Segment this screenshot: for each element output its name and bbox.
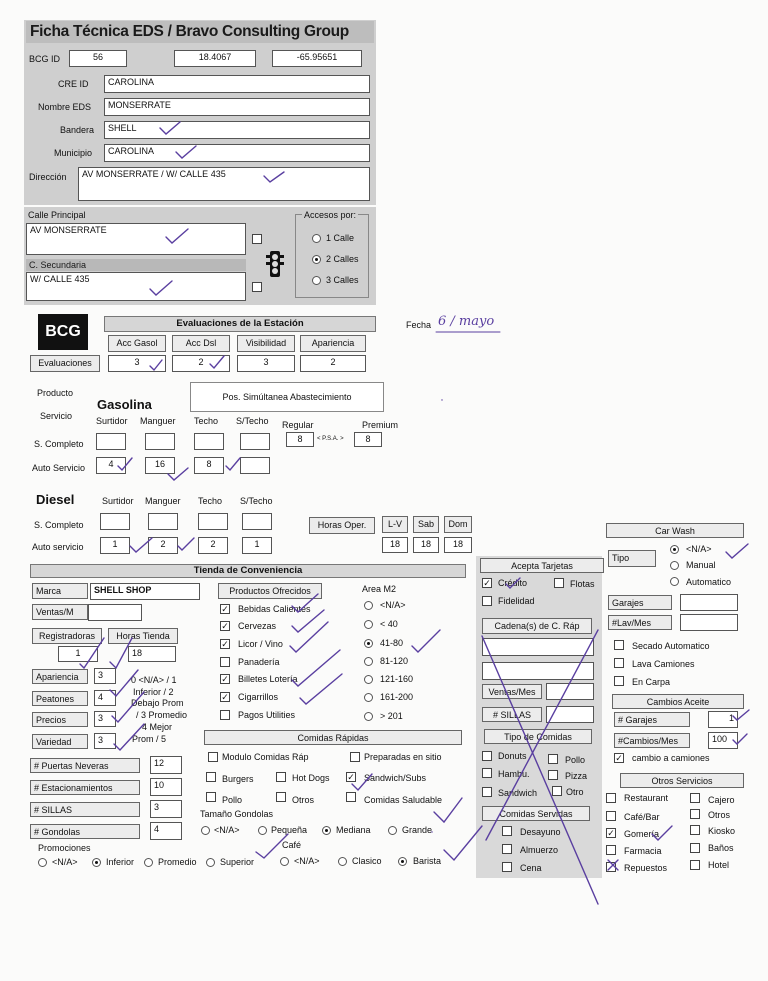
gas-as-stecho[interactable] [240, 457, 270, 474]
promo-na-radio[interactable] [38, 858, 47, 867]
scale-6: Prom / 5 [132, 734, 167, 744]
modulo-comidas-checkbox[interactable] [208, 752, 218, 762]
carwash-tipo-label: Tipo [608, 550, 656, 567]
dsl-stecho-header: S/Techo [240, 496, 273, 506]
carwash-auto-radio[interactable] [670, 577, 679, 586]
tam-grande-radio[interactable] [388, 826, 397, 835]
peatones-field[interactable]: 4 [94, 690, 116, 706]
dsl-sc-stecho[interactable] [242, 513, 272, 530]
otros-comidas-label: Otros [292, 795, 315, 805]
area-label: Area M2 [362, 584, 397, 594]
prod-licor-label: Licor / Vino [238, 639, 283, 649]
direccion-field[interactable]: AV MONSERRATE / W/ CALLE 435 [78, 167, 370, 201]
scale-3: Debajo Prom [131, 698, 184, 708]
visibilidad-field[interactable]: 3 [237, 355, 295, 372]
gas-techo-header: Techo [194, 416, 219, 426]
lav-mes-field[interactable] [680, 614, 738, 631]
tienda-title: Tienda de Conveniencia [30, 564, 466, 578]
carwash-garajes-field[interactable] [680, 594, 738, 611]
acc-dsl-header: Acc Dsl [172, 335, 230, 352]
c-secundaria-field[interactable]: W/ CALLE 435 [26, 272, 246, 301]
calle-principal-field[interactable]: AV MONSERRATE [26, 223, 246, 255]
flotas-label: Flotas [570, 579, 595, 589]
comidas-servidas-title: Comidas Servidas [482, 806, 590, 821]
cadena-field-2[interactable] [482, 662, 594, 680]
cadena-sillas-field[interactable] [546, 706, 594, 723]
gas-as-manguer[interactable]: 16 [145, 457, 175, 474]
municipio-field[interactable]: CAROLINA [104, 144, 370, 162]
saludable-checkbox[interactable] [346, 792, 356, 802]
tam-grande-label: Grande [402, 825, 433, 835]
carwash-na-label: <N/A> [686, 544, 712, 554]
area-121-160-label: 121-160 [380, 674, 414, 684]
area-40-label: < 40 [380, 619, 398, 629]
gasolina-title: Gasolina [97, 397, 152, 412]
area-161-200-radio[interactable] [364, 693, 373, 702]
producto-label: Producto [37, 388, 74, 398]
otros-servicios-title: Otros Servicios [620, 773, 744, 788]
area-201-label: > 201 [380, 711, 403, 721]
farmacia-label: Farmacia [624, 846, 662, 856]
accesos-3-label: 3 Calles [326, 275, 359, 285]
c-secundaria-light-checkbox[interactable] [252, 282, 262, 292]
estacionamientos-field[interactable]: 10 [150, 778, 182, 796]
dom-header: Dom [444, 516, 472, 533]
farmacia-checkbox[interactable] [606, 845, 616, 855]
cafe-na-radio[interactable] [280, 857, 289, 866]
promo-inferior-radio[interactable] [92, 858, 101, 867]
cadena-field-1[interactable] [482, 638, 594, 656]
promo-superior-radio[interactable] [206, 858, 215, 867]
scale-1: 0 <N/A> / 1 [131, 675, 177, 685]
calle-principal-label: Calle Principal [28, 210, 86, 220]
area-41-80-radio[interactable] [364, 639, 373, 648]
pollo-label: Pollo [222, 795, 243, 805]
peatones-label: Peatones [32, 691, 88, 706]
c-secundaria-label: C. Secundaria [26, 259, 246, 271]
sandwich-cr-checkbox[interactable] [482, 787, 492, 797]
variedad-label: Variedad [32, 734, 88, 749]
aceite-garajes-field[interactable]: 1 [708, 711, 738, 728]
regular-label: Regular [282, 420, 314, 430]
desayuno-checkbox[interactable] [502, 826, 512, 836]
cafe-bar-label: Café/Bar [624, 812, 660, 822]
modulo-comidas-label: Modulo Comidas Ráp [222, 752, 309, 762]
gomeria-checkbox[interactable]: ✓ [607, 828, 615, 838]
gas-scompleto-label: S. Completo [34, 439, 84, 449]
carwash-auto-label: Automatico [686, 577, 732, 587]
accesos-label: Accesos por: [304, 210, 357, 220]
registradoras-field[interactable]: 1 [58, 646, 98, 662]
carwash-garajes-label: Garajes [608, 595, 672, 610]
visibilidad-header: Visibilidad [237, 335, 295, 352]
servicio-label: Servicio [40, 411, 73, 421]
prod-loteria-label: Billetes Lotería [238, 674, 298, 684]
saludable-label: Comidas Saludable [364, 795, 443, 805]
cre-id-field[interactable]: CAROLINA [104, 75, 370, 93]
cajero-label: Cajero [708, 795, 735, 805]
prod-utilities-checkbox[interactable] [220, 710, 230, 720]
marca-field[interactable]: SHELL SHOP [90, 583, 200, 600]
traffic-light-icon [265, 250, 285, 278]
tienda-apariencia-label: Apariencia [32, 669, 88, 684]
area-na-label: <N/A> [380, 600, 406, 610]
cambio-camiones-label: cambio a camiones [632, 753, 710, 763]
cambios-aceite-title: Cambios Aceite [612, 694, 744, 709]
cambios-mes-field[interactable]: 100 [708, 732, 738, 749]
dom-field[interactable]: 18 [444, 537, 472, 553]
secado-checkbox[interactable] [614, 640, 624, 650]
area-na-radio[interactable] [364, 601, 373, 610]
pollo-checkbox[interactable] [206, 792, 216, 802]
prod-utilities-label: Pagos Utilities [238, 710, 296, 720]
pollo-cr-checkbox[interactable] [548, 754, 558, 764]
dsl-surtidor-header: Surtidor [102, 496, 134, 506]
pizza-label: Pizza [565, 771, 588, 781]
flotas-checkbox[interactable] [554, 578, 564, 588]
carpa-checkbox[interactable] [614, 676, 624, 686]
cadena-ventas-field[interactable] [546, 683, 594, 700]
gas-manguer-header: Manguer [140, 416, 176, 426]
area-40-radio[interactable] [364, 620, 373, 629]
fecha-label: Fecha [406, 320, 432, 330]
hamburguesa-label: Hambu. [498, 769, 530, 779]
cambio-camiones-checkbox[interactable]: ✓ [615, 753, 623, 763]
puertas-field[interactable]: 12 [150, 756, 182, 774]
variedad-field[interactable]: 3 [94, 733, 116, 749]
precios-label: Precios [32, 712, 88, 727]
promo-superior-label: Superior [220, 857, 255, 867]
area-201-radio[interactable] [364, 712, 373, 721]
sandwich-cr-label: Sandwich [498, 788, 538, 798]
gas-sc-techo[interactable] [194, 433, 224, 450]
registradoras-label: Registradoras [32, 628, 102, 644]
hotel-checkbox[interactable] [690, 860, 700, 870]
horas-oper-label: Horas Oper. [309, 517, 375, 534]
direccion-label: Dirección [29, 172, 67, 182]
page-title: Ficha Técnica EDS / Bravo Consulting Group [26, 21, 374, 43]
carpa-label: En Carpa [632, 677, 671, 687]
dsl-sc-manguer[interactable] [148, 513, 178, 530]
acc-dsl-field[interactable]: 2 [172, 355, 230, 372]
secado-label: Secado Automatico [632, 641, 710, 651]
prod-panaderia-label: Panadería [238, 657, 280, 667]
acc-gasol-header: Acc Gasol [108, 335, 166, 352]
gas-as-techo[interactable]: 8 [194, 457, 224, 474]
cafe-bar-checkbox[interactable] [606, 811, 616, 821]
municipio-label: Municipio [54, 148, 93, 158]
cadena-label: Cadena(s) de C. Ráp [482, 618, 592, 634]
horas-tienda-field[interactable]: 18 [128, 646, 176, 662]
cafe-barista-radio[interactable] [398, 857, 407, 866]
burgers-label: Burgers [222, 774, 254, 784]
repuestos-label: Repuestos [624, 863, 668, 873]
otro-cr-label: Otro [566, 787, 584, 797]
promociones-label: Promociones [38, 843, 91, 853]
tam-na-radio[interactable] [201, 826, 210, 835]
promo-na-label: <N/A> [52, 857, 78, 867]
credito-checkbox[interactable]: ✓ [483, 578, 491, 588]
bcg-id-field[interactable]: 56 [69, 50, 127, 67]
dsl-as-techo[interactable]: 2 [198, 537, 228, 554]
cambios-mes-label: #Cambios/Mes [614, 733, 690, 748]
prod-licor-checkbox[interactable]: ✓ [221, 639, 229, 649]
nombre-label: Nombre EDS [38, 102, 92, 112]
cadena-ventas-label: Ventas/Mes [482, 684, 542, 699]
gas-sc-stecho[interactable] [240, 433, 270, 450]
area-81-120-label: 81-120 [380, 656, 409, 666]
bcg-id-label: BCG ID [29, 54, 61, 64]
kiosko-label: Kiosko [708, 826, 736, 836]
hotdogs-checkbox[interactable] [276, 772, 286, 782]
pos-simultanea-box: Pos. Simúltanea Abastecimiento [190, 382, 384, 412]
almuerzo-checkbox[interactable] [502, 844, 512, 854]
acc-gasol-field[interactable]: 3 [108, 355, 166, 372]
scale-5: 4 Mejor [142, 722, 173, 732]
gas-sc-surtidor[interactable] [96, 433, 126, 450]
apariencia-header: Apariencia [300, 335, 366, 352]
banos-checkbox[interactable] [690, 843, 700, 853]
restaurant-checkbox[interactable] [606, 793, 616, 803]
prod-cigarrillos-checkbox[interactable]: ✓ [221, 692, 229, 702]
lava-camiones-label: Lava Camiones [632, 659, 695, 669]
latitude-field[interactable]: 18.4067 [174, 50, 256, 67]
hotdogs-label: Hot Dogs [292, 773, 330, 783]
hotel-label: Hotel [708, 860, 730, 870]
dsl-as-manguer[interactable]: 2 [148, 537, 178, 554]
cafe-clasico-radio[interactable] [338, 857, 347, 866]
gas-as-surtidor[interactable]: 4 [96, 457, 126, 474]
otros-comidas-checkbox[interactable] [276, 792, 286, 802]
lv-header: L-V [382, 516, 408, 533]
psa-label: < P.S.A. > [317, 436, 344, 442]
cadena-sillas-label: # SILLAS [482, 707, 542, 722]
precios-field[interactable]: 3 [94, 711, 116, 727]
estacionamientos-label: # Estacionamientos [30, 780, 140, 795]
sandwich-subs-checkbox[interactable]: ✓ [347, 772, 355, 782]
carwash-na-radio[interactable] [670, 545, 679, 554]
car-wash-title: Car Wash [606, 523, 744, 538]
dsl-techo-header: Techo [198, 496, 223, 506]
restaurant-label: Restaurant [624, 793, 669, 803]
gas-stecho-header: S/Techo [236, 416, 269, 426]
productos-label: Productos Ofrecidos [218, 583, 322, 599]
prod-loteria-checkbox[interactable]: ✓ [221, 674, 229, 684]
donuts-checkbox[interactable] [482, 751, 492, 761]
premium-label: Premium [362, 420, 399, 430]
hamburguesa-checkbox[interactable] [482, 768, 492, 778]
premium-field[interactable]: 8 [354, 432, 382, 447]
scale-4: / 3 Promedio [136, 710, 188, 720]
evaluaciones-title: Evaluaciones de la Estación [104, 316, 376, 332]
dsl-sc-surtidor[interactable] [100, 513, 130, 530]
accesos-2-radio[interactable] [312, 255, 321, 264]
tam-pequena-label: Pequeña [271, 825, 308, 835]
carwash-manual-label: Manual [686, 560, 716, 570]
comidas-rapidas-title: Comidas Rápidas [204, 730, 462, 745]
accesos-1-radio[interactable] [312, 234, 321, 243]
gondolas-label: # Gondolas [30, 824, 140, 839]
pollo-cr-label: Pollo [565, 755, 586, 765]
dsl-as-surtidor[interactable]: 1 [100, 537, 130, 554]
tipo-comidas-title: Tipo de Comidas [484, 729, 592, 744]
gomeria-label: Gomería [624, 829, 660, 839]
longitude-field[interactable]: -65.95651 [272, 50, 362, 67]
promo-promedio-radio[interactable] [144, 858, 153, 867]
tienda-sillas-field[interactable]: 3 [150, 800, 182, 818]
dsl-sc-techo[interactable] [198, 513, 228, 530]
cafe-label: Café [282, 840, 302, 850]
ventas-m-field[interactable] [88, 604, 142, 621]
area-161-200-label: 161-200 [380, 692, 414, 702]
cena-checkbox[interactable] [502, 862, 512, 872]
donuts-label: Donuts [498, 751, 527, 761]
diesel-title: Diesel [36, 492, 75, 507]
horas-tienda-label: Horas Tienda [108, 628, 178, 644]
almuerzo-label: Almuerzo [520, 845, 559, 855]
lav-mes-label: #Lav/Mes [608, 615, 672, 630]
accesos-3-radio[interactable] [312, 276, 321, 285]
cafe-na-label: <N/A> [294, 856, 320, 866]
aceite-garajes-label: # Garajes [614, 712, 690, 727]
tam-na-label: <N/A> [214, 825, 240, 835]
gondolas-field[interactable]: 4 [150, 822, 182, 840]
apariencia-field[interactable]: 2 [300, 355, 366, 372]
tam-mediana-label: Mediana [336, 825, 371, 835]
tamano-gondolas-label: Tamaño Gondolas [200, 809, 274, 819]
ventas-m-label: Ventas/M [32, 604, 88, 620]
cajero-checkbox[interactable] [690, 793, 700, 803]
desayuno-label: Desayuno [520, 827, 561, 837]
area-81-120-radio[interactable] [364, 657, 373, 666]
banos-label: Baños [708, 843, 734, 853]
gas-sc-manguer[interactable] [145, 433, 175, 450]
gas-surtidor-header: Surtidor [96, 416, 128, 426]
tienda-apariencia-field[interactable]: 3 [94, 668, 116, 684]
cafe-clasico-label: Clasico [352, 856, 382, 866]
puertas-label: # Puertas Neveras [30, 758, 140, 773]
sab-field[interactable]: 18 [413, 537, 439, 553]
prod-bebidas-label: Bebidas Calientes [238, 604, 311, 614]
prod-cervezas-checkbox[interactable]: ✓ [221, 621, 229, 631]
tam-pequena-radio[interactable] [258, 826, 267, 835]
scale-2: Inferior / 2 [133, 687, 174, 697]
bandera-label: Bandera [60, 125, 95, 135]
prod-panaderia-checkbox[interactable] [220, 657, 230, 667]
dsl-manguer-header: Manguer [145, 496, 181, 506]
cre-id-label: CRE ID [58, 79, 89, 89]
sandwich-subs-label: Sandwich/Subs [364, 773, 427, 783]
fidelidad-checkbox[interactable] [482, 596, 492, 606]
tienda-sillas-label: # SILLAS [30, 802, 140, 817]
otros-serv-label: Otros [708, 810, 731, 820]
nombre-field[interactable]: MONSERRATE [104, 98, 370, 116]
evaluaciones-row-label: Evaluaciones [30, 355, 100, 372]
regular-field[interactable]: 8 [286, 432, 314, 447]
bandera-field[interactable]: SHELL [104, 121, 370, 139]
dsl-autoserv-label: Auto servicio [32, 542, 84, 552]
fecha-value: 6 / mayo [438, 314, 495, 329]
carwash-manual-radio[interactable] [670, 561, 679, 570]
otro-cr-checkbox[interactable] [552, 786, 562, 796]
promo-promedio-label: Promedio [158, 857, 197, 867]
preparadas-label: Preparadas en sitio [364, 752, 442, 762]
area-121-160-radio[interactable] [364, 675, 373, 684]
repuestos-checkbox[interactable] [606, 862, 616, 872]
credito-label: Crédito [498, 578, 528, 588]
marca-label: Marca [32, 583, 88, 599]
promo-inferior-label: Inferior [106, 857, 135, 867]
lava-camiones-checkbox[interactable] [614, 658, 624, 668]
prod-bebidas-checkbox[interactable]: ✓ [221, 604, 229, 614]
otros-serv-checkbox[interactable] [690, 809, 700, 819]
tam-mediana-radio[interactable] [322, 826, 331, 835]
fidelidad-label: Fidelidad [498, 596, 535, 606]
accesos-2-label: 2 Calles [326, 254, 359, 264]
accesos-1-label: 1 Calle [326, 233, 355, 243]
gas-autoserv-label: Auto Servicio [32, 463, 86, 473]
cena-label: Cena [520, 863, 542, 873]
lv-field[interactable]: 18 [382, 537, 408, 553]
dsl-as-stecho[interactable]: 1 [242, 537, 272, 554]
dsl-scompleto-label: S. Completo [34, 520, 84, 530]
pizza-checkbox[interactable] [548, 770, 558, 780]
area-41-80-label: 41-80 [380, 638, 404, 648]
prod-cigarrillos-label: Cigarrillos [238, 692, 279, 702]
calle-principal-light-checkbox[interactable] [252, 234, 262, 244]
prod-cervezas-label: Cervezas [238, 621, 277, 631]
cafe-barista-label: Barista [413, 856, 442, 866]
bcg-logo: BCG [38, 314, 88, 350]
sab-header: Sab [413, 516, 439, 533]
acepta-tarjetas-title: Acepta Tarjetas [480, 558, 604, 573]
preparadas-checkbox[interactable] [350, 752, 360, 762]
burgers-checkbox[interactable] [206, 772, 216, 782]
kiosko-checkbox[interactable] [690, 825, 700, 835]
